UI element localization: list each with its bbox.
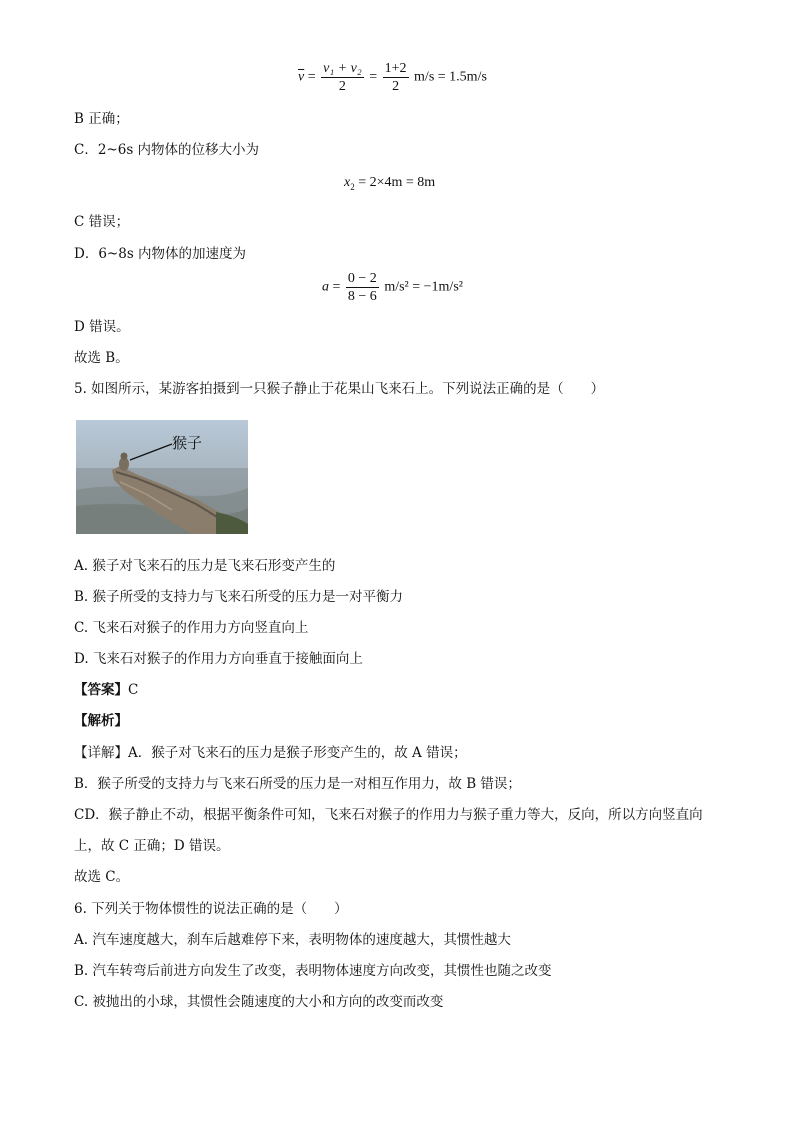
question-6-stem: 6. 下列关于物体惯性的说法正确的是（ ）	[74, 901, 348, 917]
formula-average-velocity: $\overline{v}$ = $\frac{\text{v₁ + v₂}}{2}$ = $\frac{1+2}{2}$ m/s = 1.5m/s	[298, 61, 487, 94]
c-wrong-text: C 错误；	[74, 214, 130, 230]
detail-a-line	[74, 744, 467, 762]
formula-a-symbol: a	[322, 279, 329, 295]
monkey-label: 猴子	[172, 434, 203, 452]
detail-label: 【详解】	[74, 745, 128, 761]
formula-equals: =	[307, 69, 320, 85]
d-wrong-text: D 错误。	[74, 319, 130, 335]
fraction-left-denominator: 2	[338, 79, 346, 94]
question-6-option-b: B. 汽车转弯后前进方向发生了改变，表明物体速度方向改变，其惯性也随之改变	[74, 963, 552, 979]
question-6-option-a: A. 汽车速度越大，刹车后越难停下来，表明物体的速度越大，其惯性越大	[74, 932, 511, 948]
d-intro-text: D．6~8s 内物体的加速度为	[74, 246, 247, 262]
formula-result: = 1.5m/s	[437, 69, 487, 85]
fraction-right-numerator: 1+2	[384, 61, 407, 76]
formula-unit: m/s	[414, 69, 435, 85]
b-correct-text: B 正确；	[74, 111, 129, 127]
choose-c-text: 故选 C。	[74, 869, 130, 885]
answer-value: C	[128, 682, 139, 698]
fraction-acceleration-denominator: 8 − 6	[347, 289, 377, 304]
formula-acceleration: a = $\frac{0 - 2}{8 - 6}$ m/s² = −1m/s²	[322, 271, 463, 304]
detail-cd-text-2: 上，故 C 正确；D 错误。	[74, 838, 230, 854]
question-5-option-c: C. 飞来石对猴子的作用力方向竖直向上	[74, 620, 309, 636]
answer-line	[74, 681, 138, 699]
fraction-left	[321, 60, 364, 95]
answer-label: 【答案】	[74, 682, 128, 698]
c-intro-text: C．2~6s 内物体的位移大小为	[74, 142, 260, 158]
detail-cd-text-1: CD．猴子静止不动，根据平衡条件可知，飞来石对猴子的作用力与猴子重力等大，反向，所以方向竖直向	[74, 807, 703, 823]
formula-a-unit: m/s²	[384, 279, 409, 295]
formula-displacement	[344, 175, 435, 192]
question-5-option-a: A. 猴子对飞来石的压力是飞来石形变产生的	[74, 558, 336, 574]
monkey-on-rock-photo	[76, 420, 248, 534]
question-5-stem: 5. 如图所示，某游客拍摄到一只猴子静止于花果山飞来石上。下列说法正确的是（ ）	[74, 381, 605, 397]
choose-b-text: 故选 B。	[74, 350, 129, 366]
analysis-label: 【解析】	[74, 713, 128, 729]
fraction-acceleration-numerator: 0 − 2	[347, 271, 377, 286]
fraction-right-denominator: 2	[392, 79, 400, 94]
formula-x-symbol: x	[344, 175, 351, 190]
fraction-right	[383, 60, 409, 95]
detail-a-text: A．猴子对飞来石的压力是猴子形变产生的，故 A 错误；	[128, 745, 467, 761]
detail-b-text: B．猴子所受的支持力与飞来石所受的压力是一对相互作用力，故 B 错误；	[74, 776, 521, 792]
question-5-option-d: D. 飞来石对猴子的作用力方向垂直于接触面向上	[74, 651, 363, 667]
question-5-option-b: B. 猴子所受的支持力与飞来石所受的压力是一对平衡力	[74, 589, 404, 605]
formula-a-result: = −1m/s²	[412, 279, 463, 295]
fraction-left-numerator: v₁ + v₂	[323, 61, 362, 76]
fraction-acceleration	[346, 270, 379, 305]
formula-x-rhs: = 2×4m = 8m	[358, 175, 436, 190]
question-6-option-c: C. 被抛出的小球，其惯性会随速度的大小和方向的改变而改变	[74, 994, 444, 1010]
formula-x-subscript: 2	[350, 181, 355, 192]
formula-lhs: $\overline{v}$	[298, 69, 305, 85]
